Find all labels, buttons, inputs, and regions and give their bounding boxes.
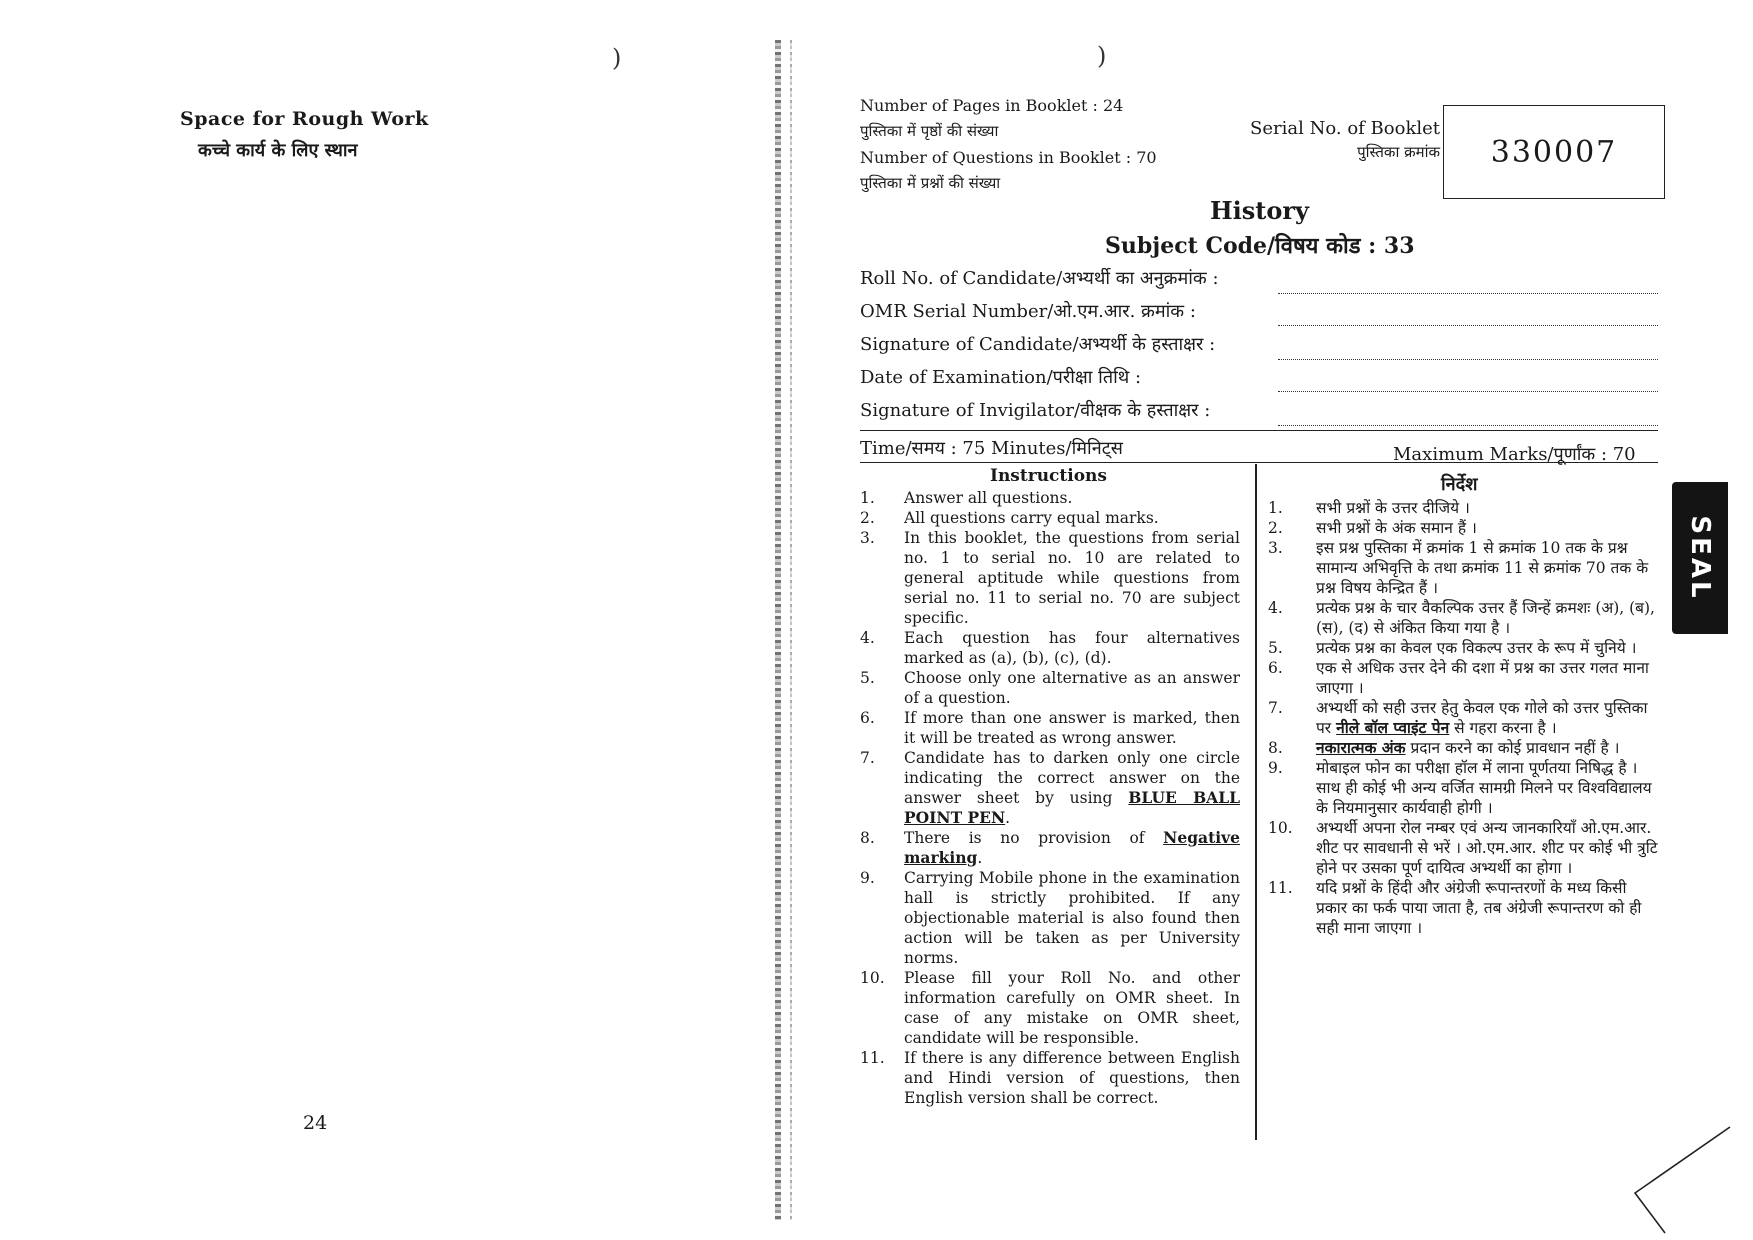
- max-marks: Maximum Marks/पूर्णांक : 70: [1393, 444, 1636, 465]
- list-item: 5. प्रत्येक प्रश्न का केवल एक विकल्प उत्तर के रूप में चुनिये ।: [1268, 639, 1637, 657]
- list-item: 6. If more than one answer is marked, then it will be treated as wrong answer.: [860, 709, 1240, 747]
- roll-number-label: Roll No. of Candidate/अभ्यर्थी का अनुक्रमांक :: [860, 268, 1219, 289]
- list-item: 7. अभ्यर्थी को सही उत्तर हेतु केवल एक गोले को उत्तर पुस्तिका पर नीले बॉल प्वाइंट पेन से गहरा करना है ।: [1268, 699, 1648, 737]
- header-rule: [860, 430, 1658, 431]
- emphasis-text: BLUE BALL POINT PEN: [904, 788, 1240, 827]
- list-item: 1. Answer all questions.: [860, 489, 1073, 507]
- candidate-signature-label: Signature of Candidate/अभ्यर्थी के हस्ताक्षर :: [860, 334, 1216, 355]
- list-item: 4. प्रत्येक प्रश्न के चार वैकल्पिक उत्तर हैं जिन्हें क्रमशः (अ), (ब), (स), (द) से अंकित किया गया है ।: [1268, 599, 1655, 637]
- list-item: 1. सभी प्रश्नों के उत्तर दीजिये ।: [1268, 499, 1470, 517]
- instructions-heading-hindi: निर्देश: [1441, 474, 1478, 495]
- list-item: 3. इस प्रश्न पुस्तिका में क्रमांक 1 से क्रमांक 10 तक के प्रश्न सामान्य अभिवृत्ति के तथा क्रमांक 11 से क्रमांक 70 तक के प्रश्न विषय केन्द्रित हैं ।: [1268, 539, 1649, 597]
- list-item: 8. There is no provision of Negative marking.: [860, 828, 1240, 867]
- pages-count-label-hindi: पुस्तिका में पृष्ठों की संख्या: [860, 122, 999, 140]
- list-item: 4. Each question has four alternatives marked as (a), (b), (c), (d).: [860, 629, 1240, 667]
- punch-mark: ): [1097, 42, 1107, 70]
- list-item: 9. Carrying Mobile phone in the examination hall is strictly prohibited. If any objectionable material is also found then action will be taken as per University norms.: [860, 869, 1240, 967]
- list-item: 8. नकारात्मक अंक प्रदान करने का कोई प्रावधान नहीं है ।: [1268, 738, 1620, 757]
- instructions-list-english: [860, 488, 1240, 1108]
- emphasis-text: Negative marking: [904, 828, 1240, 867]
- candidate-signature-field[interactable]: [1278, 358, 1658, 360]
- list-item: 2. All questions carry equal marks.: [860, 509, 1159, 527]
- list-item: 2. सभी प्रश्नों के अंक समान हैं ।: [1268, 519, 1477, 537]
- list-item: 11. यदि प्रश्नों के हिंदी और अंग्रेजी रूपान्तरणों के मध्य किसी प्रकार का फर्क पाया जाता है, तब अंग्रेजी रूपान्तरण को ही सही माना जाएगा ।: [1268, 879, 1642, 937]
- list-item: 5. Choose only one alternative as an answer of a question.: [860, 669, 1240, 707]
- list-item: 10. अभ्यर्थी अपना रोल नम्बर एवं अन्य जानकारियाँ ओ.एम.आर. शीट पर सावधानी से भरें । ओ.एम.आर. शीट पर कोई भी त्रुटि होने पर उसका पूर्ण दायित्व अभ्यर्थी का होगा ।: [1268, 819, 1658, 877]
- seal-label: SEAL: [1685, 515, 1715, 601]
- instructions-rule: [860, 462, 1658, 463]
- subject-code: Subject Code/विषय कोड : 33: [1105, 233, 1415, 259]
- list-item: 7. Candidate has to darken only one circle indicating the correct answer on the answer sheet by using BLUE BALL POINT PEN.: [860, 749, 1240, 827]
- roll-number-field[interactable]: [1278, 292, 1658, 294]
- exam-date-field[interactable]: [1278, 390, 1658, 392]
- serial-number-label: Serial No. of Booklet: [1250, 118, 1440, 139]
- punch-mark: ): [612, 44, 622, 72]
- questions-count-label-hindi: पुस्तिका में प्रश्नों की संख्या: [860, 174, 1001, 192]
- pages-count-label: Number of Pages in Booklet : 24: [860, 96, 1124, 115]
- omr-serial-field[interactable]: [1278, 324, 1658, 326]
- list-item: 6. एक से अधिक उत्तर देने की दशा में प्रश्न का उत्तर गलत माना जाएगा ।: [1268, 659, 1649, 697]
- emphasis-text: नकारात्मक अंक: [1316, 738, 1406, 757]
- serial-number-label-hindi: पुस्तिका क्रमांक: [1357, 143, 1440, 161]
- list-item: 10. Please fill your Roll No. and other information carefully on OMR sheet. In case of any mistake on OMR sheet, candidate will be responsible.: [860, 969, 1240, 1047]
- list-item: 9. मोबाइल फोन का परीक्षा हॉल में लाना पूर्णतया निषिद्ध है । साथ ही कोई भी अन्य वर्जित सामग्री मिलने पर विश्वविद्यालय के नियमानुसार कार्यवाही होगी ।: [1268, 759, 1652, 817]
- corner-fold-mark: [1625, 1125, 1735, 1235]
- instructions-list-hindi: [1268, 498, 1658, 938]
- exam-time: Time/समय : 75 Minutes/मिनिट्स: [860, 438, 1123, 459]
- questions-count-label: Number of Questions in Booklet : 70: [860, 148, 1157, 167]
- seal-tab: [1672, 482, 1728, 634]
- rough-work-title-hindi: कच्चे कार्य के लिए स्थान: [198, 140, 358, 161]
- subject-title: History: [1210, 196, 1309, 225]
- instructions-heading: Instructions: [990, 466, 1107, 486]
- column-divider: [1255, 464, 1257, 1140]
- omr-serial-label: OMR Serial Number/ओ.एम.आर. क्रमांक :: [860, 301, 1196, 322]
- serial-number-box: 330007: [1443, 105, 1665, 199]
- invigilator-signature-field[interactable]: [1278, 424, 1658, 426]
- page-fold-binding: [775, 40, 781, 1220]
- invigilator-signature-label: Signature of Invigilator/वीक्षक के हस्ताक्षर :: [860, 400, 1211, 421]
- page-number: 24: [303, 1112, 328, 1134]
- list-item: 11. If there is any difference between English and Hindi version of questions, then English version shall be correct.: [860, 1049, 1240, 1107]
- rough-work-title: Space for Rough Work: [180, 108, 429, 130]
- list-item: 3. In this booklet, the questions from serial no. 1 to serial no. 10 are related to general aptitude while questions from serial no. 11 to serial no. 70 are subject specific.: [860, 529, 1240, 627]
- emphasis-text: नीले बॉल प्वाइंट पेन: [1336, 718, 1450, 737]
- exam-date-label: Date of Examination/परीक्षा तिथि :: [860, 367, 1142, 388]
- page-fold-shadow: [790, 40, 792, 1220]
